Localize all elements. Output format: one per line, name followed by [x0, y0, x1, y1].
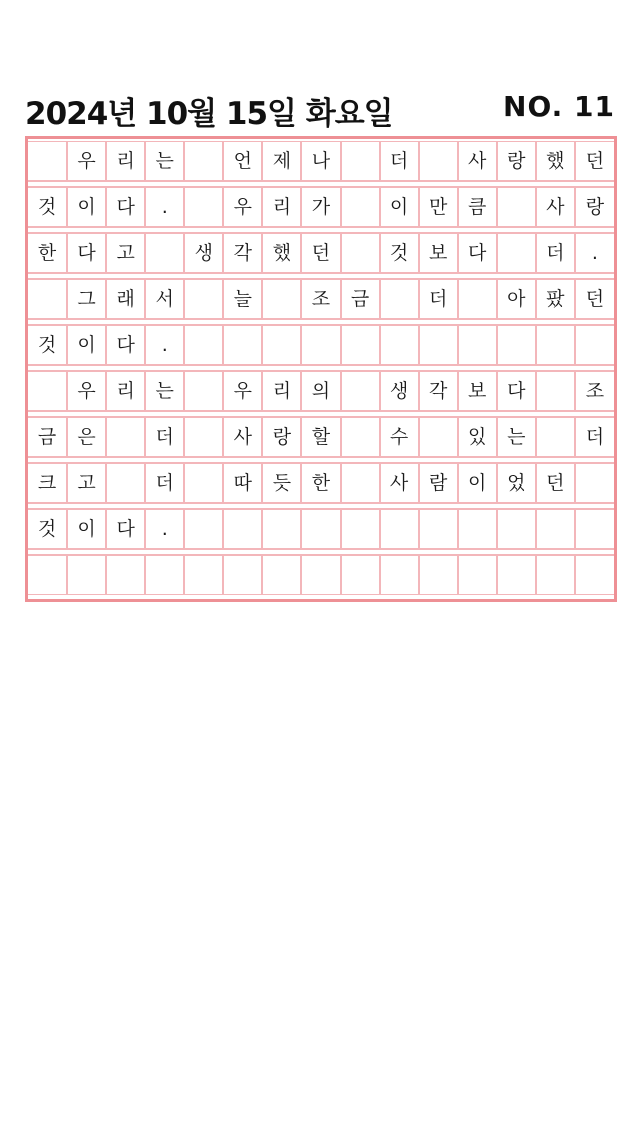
- manuscript-cell: 만: [419, 187, 458, 227]
- manuscript-cell: [301, 509, 340, 549]
- manuscript-cell: [497, 187, 536, 227]
- manuscript-cell: 사: [380, 463, 419, 503]
- manuscript-cell: [575, 325, 614, 365]
- manuscript-cell: 나: [301, 141, 340, 181]
- manuscript-cell: 람: [419, 463, 458, 503]
- manuscript-cell: [419, 509, 458, 549]
- manuscript-row: [28, 371, 614, 411]
- manuscript-cell: [380, 555, 419, 595]
- manuscript-cell: 고: [106, 233, 145, 273]
- manuscript-cell: 각: [223, 233, 262, 273]
- manuscript-cell: 금: [341, 279, 380, 319]
- manuscript-cell: [223, 509, 262, 549]
- manuscript-cell: [536, 509, 575, 549]
- manuscript-cell: [106, 417, 145, 457]
- manuscript-cell: 우: [223, 371, 262, 411]
- manuscript-cell: 의: [301, 371, 340, 411]
- manuscript-cell: 우: [67, 371, 106, 411]
- manuscript-cell: [184, 463, 223, 503]
- manuscript-cell: 던: [301, 233, 340, 273]
- manuscript-cell: [145, 233, 184, 273]
- manuscript-cell: [536, 555, 575, 595]
- manuscript-cell: [575, 463, 614, 503]
- manuscript-cell: 것: [380, 233, 419, 273]
- manuscript-cell: 랑: [575, 187, 614, 227]
- manuscript-cell: [67, 555, 106, 595]
- manuscript-row: [28, 233, 614, 273]
- manuscript-cell: [341, 141, 380, 181]
- manuscript-cell: 한: [28, 233, 67, 273]
- manuscript-cell: 다: [497, 371, 536, 411]
- manuscript-cell: 었: [497, 463, 536, 503]
- manuscript-cell: [536, 325, 575, 365]
- manuscript-cell: [301, 555, 340, 595]
- manuscript-cell: .: [575, 233, 614, 273]
- manuscript-cell: 제: [262, 141, 301, 181]
- manuscript-cell: [262, 509, 301, 549]
- manuscript-cell: 했: [262, 233, 301, 273]
- manuscript-cell: 더: [536, 233, 575, 273]
- manuscript-cell: 은: [67, 417, 106, 457]
- manuscript-cell: 사: [536, 187, 575, 227]
- manuscript-cell: 늘: [223, 279, 262, 319]
- manuscript-row: [28, 141, 614, 181]
- manuscript-cell: 랑: [262, 417, 301, 457]
- manuscript-cell: 이: [67, 509, 106, 549]
- manuscript-cell: 다: [106, 509, 145, 549]
- manuscript-cell: [458, 279, 497, 319]
- manuscript-cell: 이: [380, 187, 419, 227]
- manuscript-cell: 다: [106, 325, 145, 365]
- manuscript-cell: 것: [28, 325, 67, 365]
- manuscript-cell: 한: [301, 463, 340, 503]
- manuscript-cell: 금: [28, 417, 67, 457]
- manuscript-cell: 던: [575, 279, 614, 319]
- entry-date: 2024년 10월 15일 화요일: [25, 96, 393, 132]
- manuscript-cell: 다: [106, 187, 145, 227]
- manuscript-cell: [184, 371, 223, 411]
- manuscript-cell: 더: [145, 417, 184, 457]
- manuscript-cell: [184, 325, 223, 365]
- manuscript-cell: [341, 233, 380, 273]
- manuscript-cell: [28, 141, 67, 181]
- manuscript-cell: [28, 279, 67, 319]
- manuscript-cell: 우: [67, 141, 106, 181]
- manuscript-row: [28, 555, 614, 595]
- manuscript-cell: [184, 417, 223, 457]
- manuscript-cell: [28, 371, 67, 411]
- manuscript-cell: 팠: [536, 279, 575, 319]
- manuscript-cell: 더: [419, 279, 458, 319]
- manuscript-cell: 더: [575, 417, 614, 457]
- manuscript-cell: [341, 417, 380, 457]
- manuscript-cell: 더: [145, 463, 184, 503]
- manuscript-cell: 서: [145, 279, 184, 319]
- manuscript-cell: 리: [106, 371, 145, 411]
- manuscript-cell: [380, 325, 419, 365]
- manuscript-cell: [497, 325, 536, 365]
- manuscript-cell: [262, 325, 301, 365]
- manuscript-cell: [380, 509, 419, 549]
- manuscript-cell: [341, 463, 380, 503]
- manuscript-cell: .: [145, 187, 184, 227]
- page-number: NO. 11: [503, 90, 615, 123]
- manuscript-cell: [575, 555, 614, 595]
- manuscript-cell: [458, 555, 497, 595]
- manuscript-cell: 리: [106, 141, 145, 181]
- manuscript-cell: 큼: [458, 187, 497, 227]
- manuscript-row: [28, 463, 614, 503]
- manuscript-cell: 것: [28, 509, 67, 549]
- manuscript-cell: 이: [67, 187, 106, 227]
- manuscript-cell: 조: [575, 371, 614, 411]
- manuscript-cell: 따: [223, 463, 262, 503]
- manuscript-row: [28, 509, 614, 549]
- manuscript-cell: [536, 371, 575, 411]
- manuscript-cell: .: [145, 509, 184, 549]
- manuscript-cell: 는: [145, 141, 184, 181]
- manuscript-cell: 가: [301, 187, 340, 227]
- manuscript-cell: [341, 187, 380, 227]
- manuscript-cell: [301, 325, 340, 365]
- manuscript-cell: 다: [458, 233, 497, 273]
- manuscript-cell: [497, 233, 536, 273]
- manuscript-cell: 보: [458, 371, 497, 411]
- manuscript-cell: [419, 555, 458, 595]
- manuscript-cell: [497, 509, 536, 549]
- manuscript-cell: 크: [28, 463, 67, 503]
- manuscript-cell: [106, 463, 145, 503]
- manuscript-row: [28, 325, 614, 365]
- manuscript-sheet: [25, 136, 617, 602]
- manuscript-cell: 할: [301, 417, 340, 457]
- manuscript-cell: 는: [497, 417, 536, 457]
- manuscript-cell: 랑: [497, 141, 536, 181]
- manuscript-cell: 사: [223, 417, 262, 457]
- manuscript-cell: .: [145, 325, 184, 365]
- manuscript-cell: [223, 325, 262, 365]
- manuscript-cell: 고: [67, 463, 106, 503]
- manuscript-cell: 조: [301, 279, 340, 319]
- manuscript-cell: [419, 325, 458, 365]
- manuscript-row: [28, 417, 614, 457]
- manuscript-cell: 생: [184, 233, 223, 273]
- manuscript-cell: [28, 555, 67, 595]
- manuscript-cell: 생: [380, 371, 419, 411]
- manuscript-cell: [184, 279, 223, 319]
- manuscript-cell: 이: [67, 325, 106, 365]
- manuscript-cell: 각: [419, 371, 458, 411]
- manuscript-cell: 던: [536, 463, 575, 503]
- manuscript-cell: 다: [67, 233, 106, 273]
- manuscript-cell: [106, 555, 145, 595]
- manuscript-cell: [223, 555, 262, 595]
- manuscript-cell: 아: [497, 279, 536, 319]
- manuscript-cell: 있: [458, 417, 497, 457]
- manuscript-cell: 것: [28, 187, 67, 227]
- manuscript-cell: 던: [575, 141, 614, 181]
- manuscript-cell: [341, 371, 380, 411]
- manuscript-cell: 보: [419, 233, 458, 273]
- manuscript-cell: 래: [106, 279, 145, 319]
- manuscript-cell: 리: [262, 371, 301, 411]
- manuscript-cell: 언: [223, 141, 262, 181]
- manuscript-cell: 더: [380, 141, 419, 181]
- manuscript-cell: [184, 187, 223, 227]
- manuscript-cell: [184, 509, 223, 549]
- manuscript-cell: [341, 509, 380, 549]
- manuscript-cell: 그: [67, 279, 106, 319]
- manuscript-cell: [380, 279, 419, 319]
- manuscript-cell: [536, 417, 575, 457]
- manuscript-cell: 수: [380, 417, 419, 457]
- manuscript-cell: [341, 555, 380, 595]
- manuscript-cell: 는: [145, 371, 184, 411]
- manuscript-cell: 우: [223, 187, 262, 227]
- manuscript-cell: [497, 555, 536, 595]
- manuscript-cell: [458, 325, 497, 365]
- manuscript-row: [28, 279, 614, 319]
- manuscript-cell: 리: [262, 187, 301, 227]
- manuscript-row: [28, 187, 614, 227]
- manuscript-cell: [262, 555, 301, 595]
- manuscript-cell: 했: [536, 141, 575, 181]
- diary-header: [25, 84, 617, 132]
- manuscript-cell: [262, 279, 301, 319]
- manuscript-cell: [575, 509, 614, 549]
- manuscript-cell: 사: [458, 141, 497, 181]
- manuscript-cell: [145, 555, 184, 595]
- manuscript-cell: [184, 141, 223, 181]
- manuscript-cell: [419, 417, 458, 457]
- manuscript-cell: [184, 555, 223, 595]
- manuscript-cell: [341, 325, 380, 365]
- manuscript-cell: 이: [458, 463, 497, 503]
- manuscript-cell: [419, 141, 458, 181]
- manuscript-cell: 듯: [262, 463, 301, 503]
- manuscript-cell: [458, 509, 497, 549]
